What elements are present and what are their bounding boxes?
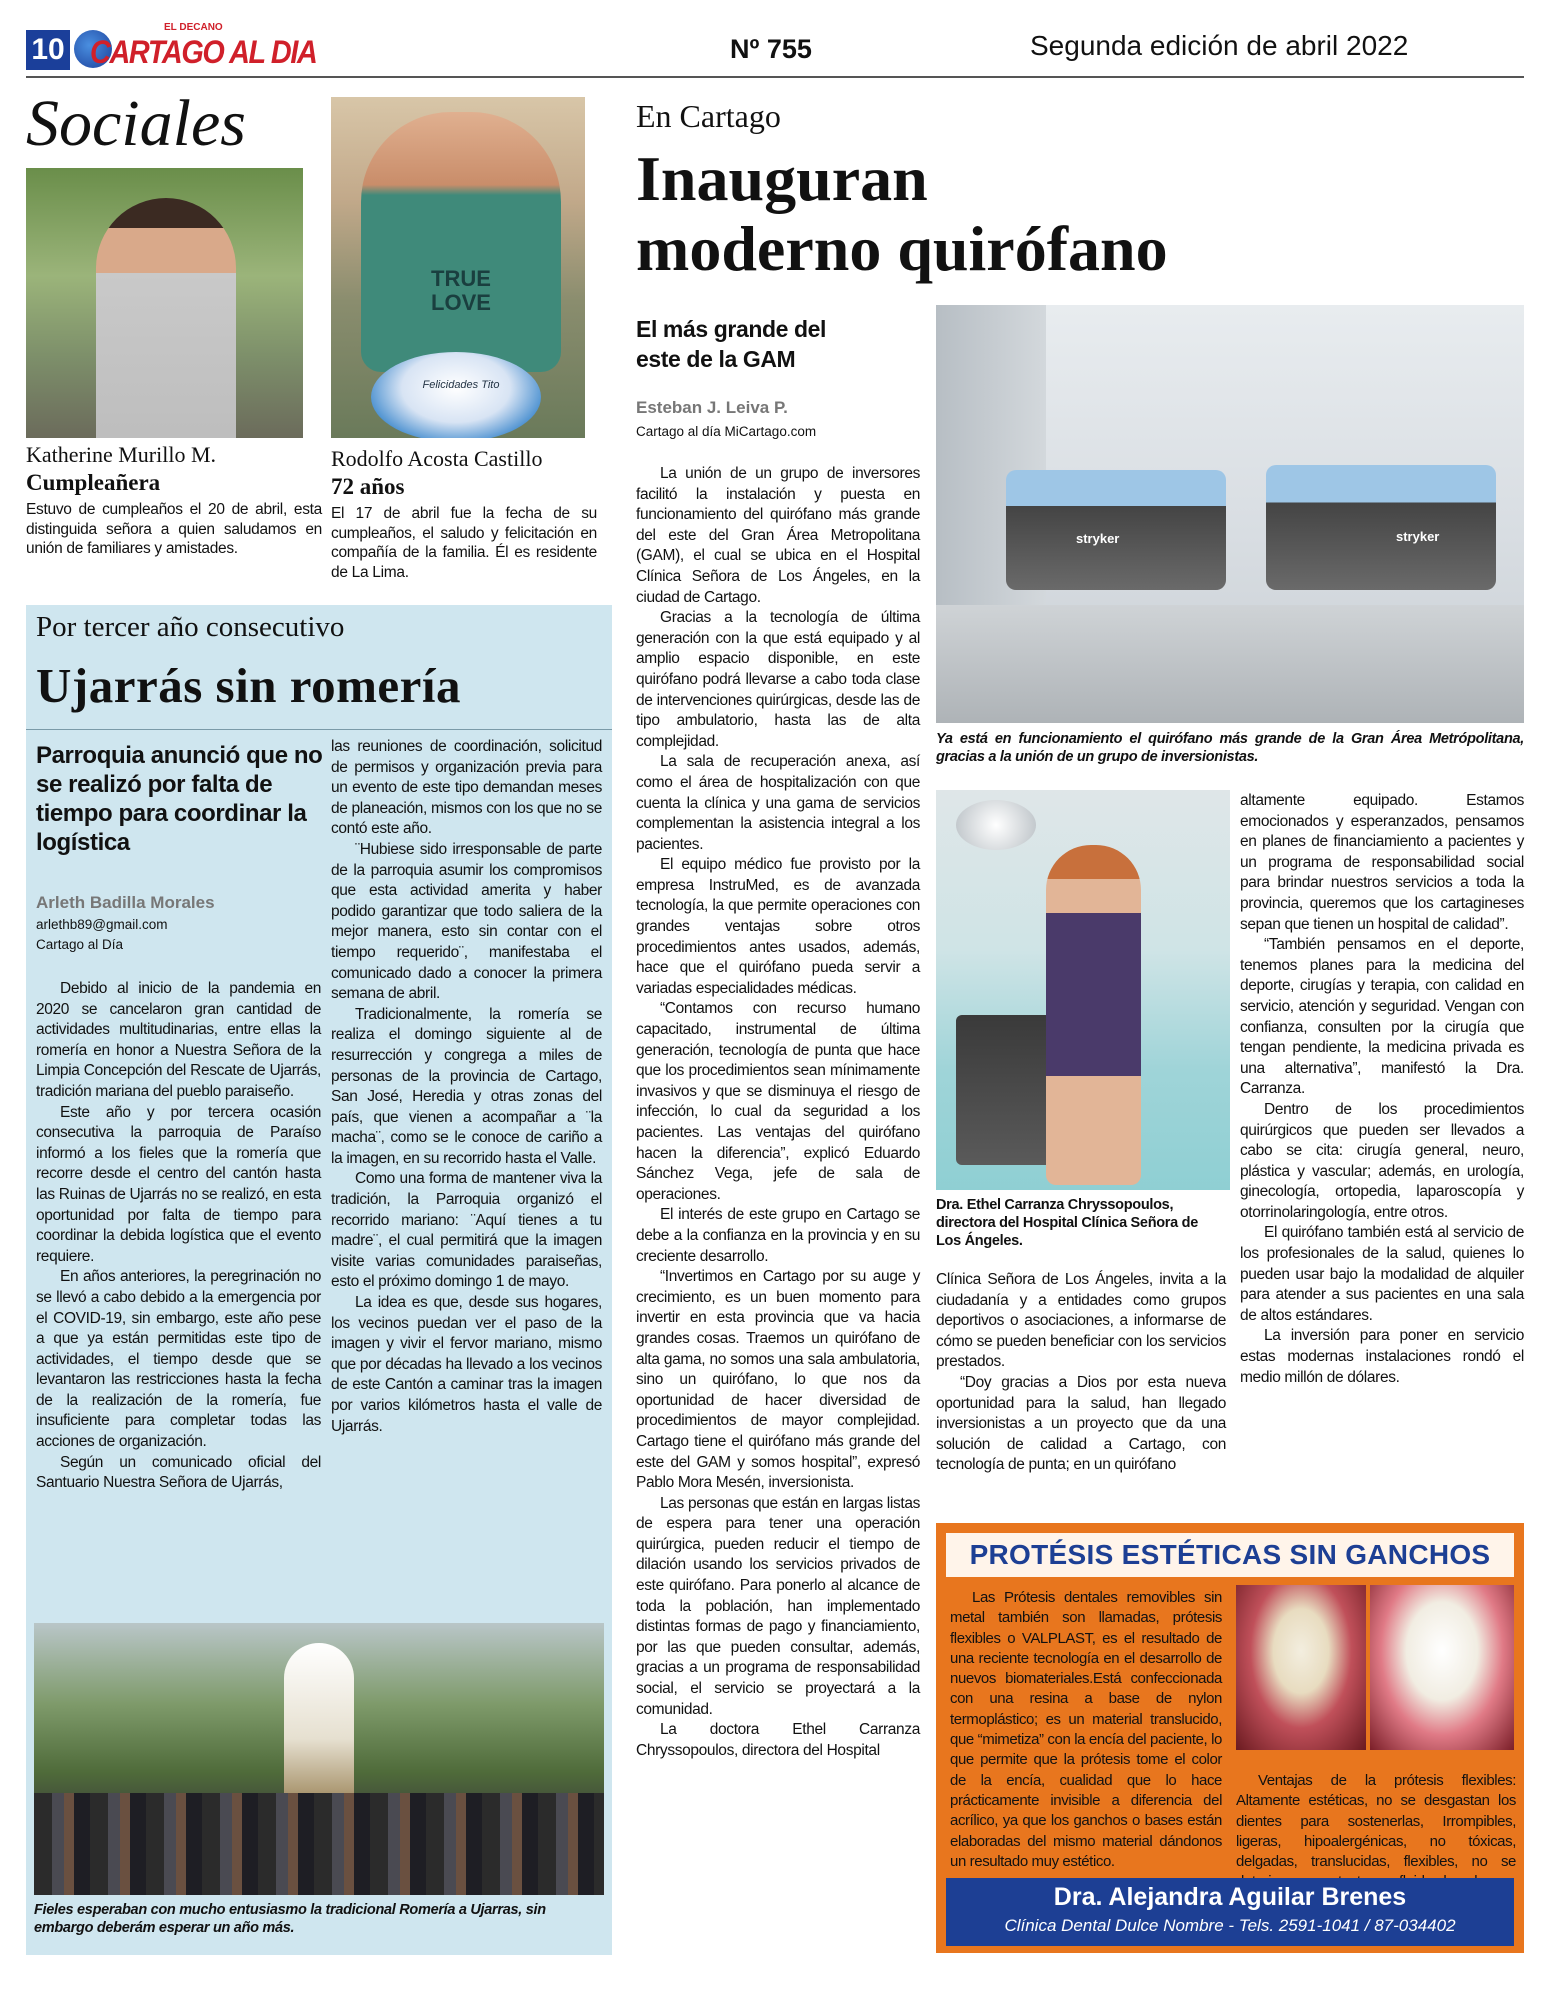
quirofano-author: Esteban J. Leiva P. xyxy=(636,398,788,417)
ujarras-col2-p2: Tradicionalmente, la romería se realiza el domingo siguiente al de resurrección y congrega a miles de personas de la provincia de Cartago, San José, Heredia y otras zonas del país, que vienen a acompañar a ¨la macha¨, como se le conoce de cariño a la imagen, en su recorrido hasta el Valle. xyxy=(331,1005,602,1167)
quirofano-col1-p5: “Contamos con recurso humano capacitado, instrumental de última generación, tecnología de punta que hace que los procedimientos sean mínimamente invasivos y que se disminuya el riesgo de infección, lo cual da seguridad a los pacientes. Las ventajas del quirófano hacen la diferencia”, explicó Eduardo Sánchez Vega, jefe de sala de operaciones. xyxy=(636,1000,920,1203)
rodolfo-figure xyxy=(361,112,561,372)
issue-number: Nº 755 xyxy=(730,34,812,64)
quirofano-kicker: En Cartago xyxy=(636,98,781,134)
ad-benefits: Ventajas de la prótesis flexibles: Altamente estéticas, no se desgastan los dientes para sostenerlas, Irrompibles, ligeras, hipoalergénicas, no tóxicas, delgadas, translucidas, flexibles, no se xyxy=(1236,1772,1516,1871)
ujarras-col2-p4: La idea es que, desde sus hogares, los vecinos puedan ver el paso de la imagen y vivir el fervor mariano, mismo que por décadas ha llevado a los vecinos de este Cantón a caminar tras la imagen por varios kilómetros hasta el valle de Ujarrás. xyxy=(331,1294,602,1435)
hospital-bed-left xyxy=(1006,470,1226,590)
room-floor xyxy=(936,605,1524,723)
quirofano-col3-p0: altamente equipado. Estamos emocionados y esperanzados, pensamos en planes de financiamiento a pacientes y un programa de responsabilidad social para brindar nuestros servicios a toda la provincia, queremos que los cartagineses sepan que tienen un hospital de calidad”. xyxy=(1240,792,1524,933)
quirofano-col1-p9: La doctora Ethel Carranza Chryssopoulos, directora del Hospital xyxy=(636,1721,920,1759)
hospital-bed-right xyxy=(1266,465,1496,590)
quirofano-column-2 xyxy=(936,1270,1226,1476)
ujarras-col1-p3: En años anteriores, la peregrinación no se llevó a cabo debido a la emergencia por el COVID-19, sin embargo, este año pese a que ya están permitidas este tipo de actividades, el tiempo desde que se levantaron las restricciones hasta la fecha de la realización de la romería, fue insuficiente para completar todas las acciones de organización. xyxy=(36,1268,321,1451)
quirofano-col1-p1: La unión de un grupo de inversores facilitó la instalación y puesta en funcionamiento del quirófano más grande del este del Gran Área Metropolitana (GAM), el cual se ubica en el Hospital Clínica Señora de Los Ángeles, en la ciudad de Cartago. xyxy=(636,465,920,606)
bed-brand-left: stryker xyxy=(1076,531,1120,546)
carranza-caption: Dra. Ethel Carranza Chryssopoulos, directora del Hospital Clínica Señora de Los Ángeles. xyxy=(936,1197,1198,1249)
operating-room-photo xyxy=(936,305,1524,723)
katherine-subtitle: Cumpleañera xyxy=(26,470,161,495)
page-number: 10 xyxy=(26,30,70,70)
ujarras-col1-p2: Este año y por tercera ocasión consecutiva la parroquia de Paraíso informó a los fieles que la romería que recorre desde el centro del cantón hasta las Ruinas de Ujarrás no se realizó, en esta oportunidad por falta de tiempo para coordinar la debida logística que el evento requiere. xyxy=(36,1103,321,1265)
romeria-crowd xyxy=(34,1793,604,1895)
quirofano-col1-p4: El equipo médico fue provisto por la empresa InstruMed, es de avanzada tecnología, la que permite operaciones con grandes ventajas sobre otros procedimientos antes usados, además, hace que el quirófano pueda servir a variadas especialidades médicas. xyxy=(636,856,920,997)
quirofano-deck: El más grande del este de la GAM xyxy=(636,316,827,372)
romeria-caption: Fieles esperaban con mucho entusiasmo la tradicional Romería a Ujarras, sin embargo deberám esperar un año más. xyxy=(34,1902,546,1936)
quirofano-column-3 xyxy=(1240,791,1524,1388)
katherine-photo xyxy=(26,168,303,438)
surgical-lamp-icon xyxy=(956,800,1036,850)
quirofano-col1-p2: Gracias a la tecnología de última generación con la que está equipado y al amplio espacio disponible, en este quirófano podrá llevarse a cabo toda clase de intervenciones quirúrgicas, desde las de tipo ambulatorio, hasta las de alta complejidad. xyxy=(636,609,920,750)
katherine-figure xyxy=(96,198,236,438)
quirofano-headline-2: moderno quirófano xyxy=(636,213,1168,284)
ujarras-col1-p1: Debido al inicio de la pandemia en 2020 se cancelaron gran cantidad de actividades multitudinarias, entre ellas la romería en honor a Nuestra Señora de la Limpia Concepción del Rescate de Ujarrás, tradición mariana del pueblo paraiseño. xyxy=(36,980,321,1100)
katherine-text: Estuvo de cumpleaños el 20 de abril, esta distinguida señora a quien saludamos en unión de familiares y amistades. xyxy=(26,501,322,557)
rodolfo-text: El 17 de abril fue la fecha de su cumpleaños, el saludo y felicitación en compañía de la familia. Él es residente de La Lima. xyxy=(331,505,597,581)
birthday-cake xyxy=(371,352,541,438)
ujarras-section xyxy=(26,605,612,1955)
quirofano-col3-p2: Dentro de los procedimientos quirúrgicos que pueden ser llevados a cabo se cita: cirugía general, neuro, plástica y vascular; además, en urología, ginecología, ortopedia, laparoscopía y otorrinolaringología, entre otros. xyxy=(1240,1100,1524,1221)
ujarras-col1-p4: Según un comunicado oficial del Santuario Nuestra Señora de Ujarrás, xyxy=(36,1453,321,1492)
masthead-small-label: EL DECANO xyxy=(164,22,223,33)
romeria-photo xyxy=(34,1623,604,1895)
ad-doctor: Dra. Alejandra Aguilar Brenes xyxy=(1053,1883,1407,1911)
masthead-logo xyxy=(72,22,317,74)
quirofano-outlet: Cartago al día MiCartago.com xyxy=(636,424,817,439)
ujarras-kicker: Por tercer año consecutivo xyxy=(36,611,345,643)
quirofano-col2-p1: “Doy gracias a Dios por esta nueva oportunidad para la salud, han llegado inversionistas a un proyecto que da una solución de calidad a Cartago, con tecnología de punta; en un quirófano xyxy=(936,1373,1226,1474)
ujarras-column-1 xyxy=(36,979,321,1494)
quirofano-headline-1: Inauguran xyxy=(636,143,928,214)
quirofano-col1-p7: “Invertimos en Cartago por su auge y crecimiento, es un buen momento para invertir en esta provincia que va hacia grandes cosas. Traemos un quirófano de alta gama, no somos una sala ambulatoria, sino un quirófano, lo que nos da oportunidad de hacer diversidad de procedimientos de mayor complejidad. Cartago tiene el quirófano más grande del este del GAM y somos hospital”, expresó Pablo Mora Mesén, inversionista. xyxy=(636,1268,920,1492)
bed-brand-right: stryker xyxy=(1396,529,1440,544)
rodolfo-subtitle: 72 años xyxy=(331,474,405,499)
dental-ad xyxy=(936,1523,1524,1953)
quirofano-column-1 xyxy=(636,464,920,1761)
operating-room-caption: Ya está en funcionamiento el quirófano más grande de la Gran Área Metrópolitana, gracias a la unión de un grupo de inversionistas. xyxy=(936,731,1524,765)
ujarras-email: arlethb89@gmail.com xyxy=(36,917,168,932)
quirofano-col2-p0: Clínica Señora de Los Ángeles, invita a la ciudadanía y a entidades como grupos deportivos o asociaciones, a informarse de cómo se pueden beneficiar con los servicios prestados. xyxy=(936,1271,1226,1371)
rodolfo-name: Rodolfo Acosta Castillo xyxy=(331,446,543,471)
ad-teeth-after-photo xyxy=(1370,1585,1514,1750)
sociales-title: Sociales xyxy=(26,87,246,160)
ujarras-headline: Ujarrás sin romería xyxy=(36,658,461,713)
header-rule xyxy=(26,76,1524,78)
ujarras-author: Arleth Badilla Morales xyxy=(36,893,215,912)
ujarras-col2-p0: las reuniones de coordinación, solicitud de permisos y organización previa para un evento de este tipo demandan meses de planeación, mismos con los que no se contó este año. xyxy=(331,738,602,838)
romeria-shrine xyxy=(284,1643,354,1803)
ujarras-outlet: Cartago al Día xyxy=(36,937,124,952)
ad-contact: Clínica Dental Dulce Nombre - Tels. 2591-1041 / 87-034402 xyxy=(1004,1916,1456,1935)
masthead-title: CARTAGO AL DIA xyxy=(90,34,317,70)
ujarras-column-2 xyxy=(331,737,602,1437)
rodolfo-shirt-text: TRUE LOVE xyxy=(431,266,491,315)
quirofano-col3-p3: El quirófano también está al servicio de los profesionales de la salud, quienes lo pueden usar bajo la modalidad de alquiler para atender a sus pacientes en una sala de altos estándares. xyxy=(1240,1224,1524,1324)
ad-title: PROTÉSIS ESTÉTICAS SIN GANCHOS xyxy=(969,1539,1491,1570)
rodolfo-photo xyxy=(331,97,585,438)
quirofano-col1-p3: La sala de recuperación anexa, así como el área de hospitalización con que cuenta la clínica y una gama de servicios complementan la asistencia integral a los pacientes. xyxy=(636,753,920,853)
carranza-figure xyxy=(1046,845,1141,1185)
ujarras-deck: Parroquia anunció que no se realizó por falta de tiempo para coordinar la logística xyxy=(36,742,323,856)
ujarras-col2-p3: Como una forma de mantener viva la tradición, la Parroquia organizó el recorrido mariano: ¨Aquí tienes a tu madre¨, el cual permitirá que la imagen visite varias comunidades paraiseñas, esto el próximo domingo 1 de mayo. xyxy=(331,1170,602,1291)
cake-text: Felicidades Tito xyxy=(422,379,500,391)
katherine-name: Katherine Murillo M. xyxy=(26,442,217,467)
carranza-photo xyxy=(936,790,1230,1190)
ad-text: Las Prótesis dentales removibles sin metal también son llamadas, prótesis flexibles o VALPLAST, es el resultado de una reciente tecnología en el desarrollo de nuevos biomateriales.Está confeccionada con una resina a base de nylon termoplástico; es un material translucido, que “mimetiza” con la encía del paciente, lo que permite que la prótesis tome el color de la encía, cualidad que lo hace prácticamente invisible a diferencia del acrílico, ya que los ganchos o bases están elaboradas del mismo material dándonos un resultado muy estético. xyxy=(950,1589,1222,1870)
quirofano-col3-p4: La inversión para poner en servicio estas modernas instalaciones rondó el medio millón de dólares. xyxy=(1240,1327,1524,1386)
ujarras-rule xyxy=(26,729,612,730)
ujarras-col2-p1: ¨Hubiese sido irresponsable de parte de la parroquia asumir los compromisos que esta actividad amerita y haber podido garantizar que todo saliera de la mejor manera, esto sin contar con el tiempo requerido¨, manifestaba el comunicado dado a conocer la primera semana de abril. xyxy=(331,840,602,1003)
quirofano-col3-p1: “También pensamos en el deporte, tenemos planes para la medicina del deporte, cirugías y terapia, con calidad en servicio, atención y seguridad. Vengan con confianza, consulten por la cirugía que tengan pendiente, la medicina privada es una alternativa”, manifestó la Dra. Carranza. xyxy=(1240,936,1524,1098)
quirofano-col1-p6: El interés de este grupo en Cartago se debe a la confianza en la provincia y en su creciente desarrollo. xyxy=(636,1206,920,1265)
ad-teeth-before-photo xyxy=(1236,1585,1366,1750)
edition-date: Segunda edición de abril 2022 xyxy=(1030,30,1409,61)
quirofano-col1-p8: Las personas que están en largas listas de espera para tener una operación quirúrgica, pueden reducir el tiempo de dilación usando los servicios privados de este quirófano. Para ponerlo al alcance de toda la población, han implementado distintas formas de pago y financiamiento, por las que pueden consultar, además, gracias a un programa de responsabilidad social, el servicio se proyectará a la comunidad. xyxy=(636,1494,920,1718)
